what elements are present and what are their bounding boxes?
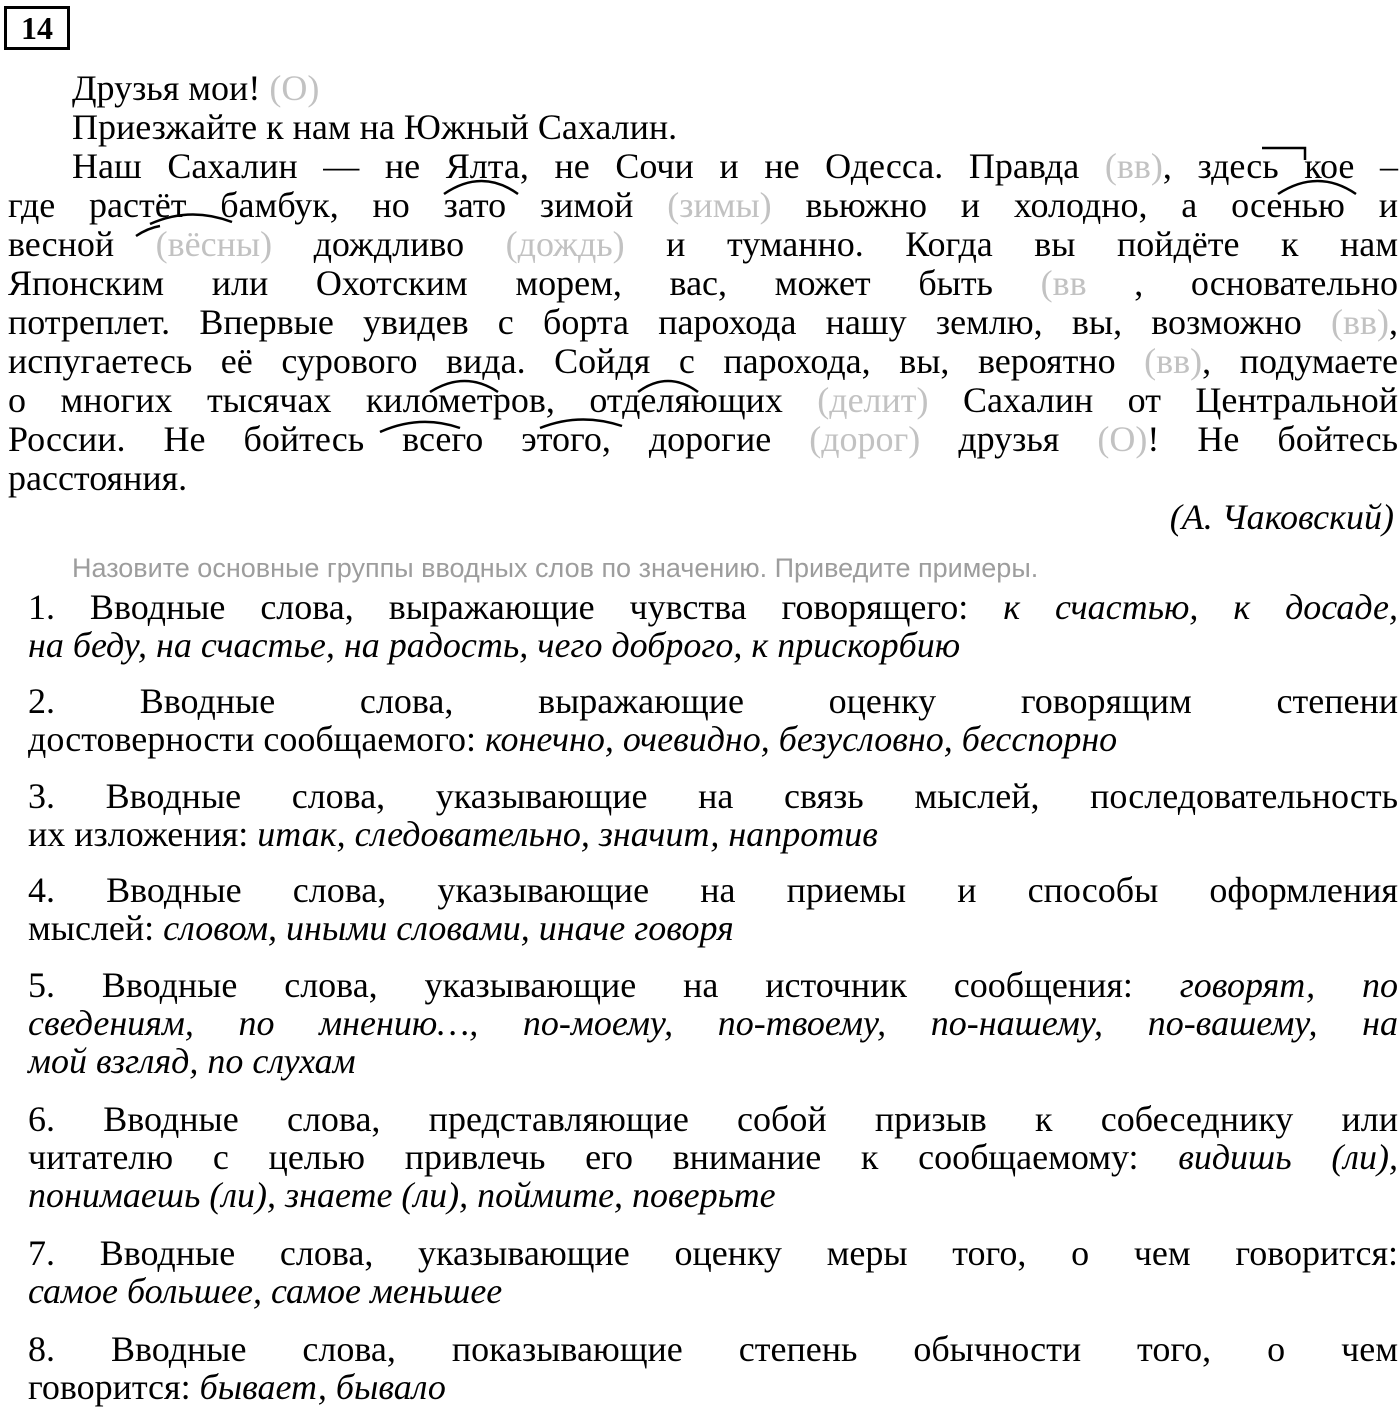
text-run: 7. Вводные слова, указывающие оценку меры того, о чем говорится:: [28, 1233, 1398, 1273]
text-run: 6. Вводные слова, представляющие собой призыв к собеседнику или: [28, 1099, 1398, 1139]
text-line: [28, 1329, 1398, 1369]
text-run: ! Не бойтесь: [1147, 419, 1398, 459]
grammar-note: (вв): [1144, 341, 1203, 381]
text-line: [28, 965, 1398, 1005]
grammar-note: (О): [1097, 419, 1148, 459]
text-line: [72, 107, 1398, 147]
example-words: бывает, бывало: [199, 1367, 446, 1407]
text-line: [28, 1137, 1398, 1177]
text-run: Японским или Охотским морем, вас, может быть: [8, 263, 1041, 303]
text-run: читателю с целью привлечь его внимание к сообщаемому:: [28, 1137, 1179, 1177]
example-words: итак, следовательно, значит, напротив: [257, 814, 878, 854]
text-line: [8, 458, 1398, 498]
example-words: самое большее, самое меньшее: [28, 1271, 503, 1311]
text-line: [8, 302, 1398, 342]
text-run: весной: [8, 224, 156, 264]
grammar-note: (зимы): [667, 185, 772, 225]
text-run: Друзья мои!: [72, 68, 270, 108]
text-run: 1. Вводные слова, выражающие чувства говорящего:: [28, 587, 1004, 627]
text-run: о многих тысячах километров, отделяющих: [8, 380, 818, 420]
text-run: расстояния.: [8, 458, 188, 498]
grammar-note: (вв): [1331, 302, 1389, 342]
text-line: [8, 224, 1398, 264]
text-line: [28, 1175, 1398, 1215]
text-line: [72, 146, 1398, 186]
text-line: [28, 870, 1398, 910]
text-run: испугаетесь её сурового вида. Сойдя с парохода, вы, вероятно: [8, 341, 1145, 381]
task-prompt: Назовите основные группы вводных слов по значению. Приведите примеры.: [72, 553, 1039, 583]
example-words: на беду, на счастье, на радость, чего доброго, к прискорбию: [28, 625, 961, 665]
text-run: говорится:: [28, 1367, 200, 1407]
text-run: ,: [1389, 302, 1398, 342]
example-words: мой взгляд, по слухам: [28, 1041, 356, 1081]
text-run: , подумаете: [1202, 341, 1398, 381]
author-attribution: (А. Чаковский): [1169, 497, 1394, 537]
text-line: [28, 1271, 1398, 1311]
text-run: мыслей:: [28, 908, 164, 948]
text-line: [28, 1233, 1398, 1273]
text-run: 2. Вводные слова, выражающие оценку говорящим степени: [28, 681, 1398, 721]
text-run: где растёт бамбук, но зато зимой: [8, 185, 668, 225]
example-words: конечно, очевидно, безусловно, бесспорно: [484, 719, 1118, 759]
text-line: [28, 908, 1398, 948]
grammar-note: (О): [269, 68, 320, 108]
text-run: Сахалин от Центральной: [928, 380, 1398, 420]
grammar-note: (вв: [1040, 263, 1087, 303]
text-line: [28, 814, 1398, 854]
example-words: говорят, по: [1179, 965, 1398, 1005]
text-run: достоверности сообщаемого:: [28, 719, 485, 759]
example-words: видишь (ли),: [1178, 1137, 1398, 1177]
text-run: 5. Вводные слова, указывающие на источник сообщения:: [28, 965, 1180, 1005]
text-line: [28, 719, 1398, 759]
text-line: [72, 68, 1398, 108]
text-line: [8, 185, 1398, 225]
grammar-note: (дорог): [809, 419, 921, 459]
text-line: [28, 681, 1398, 721]
example-words: понимаешь (ли), знаете (ли), поймите, поверьте: [28, 1175, 776, 1215]
exercise-number: 14: [4, 6, 70, 50]
text-run: 3. Вводные слова, указывающие на связь мыслей, последовательность: [28, 776, 1398, 816]
text-run: друзья: [920, 419, 1098, 459]
text-run: 4. Вводные слова, указывающие на приемы и способы оформления: [28, 870, 1398, 910]
text-line: [28, 1099, 1398, 1139]
example-words: сведениям, по мнению…, по-моему, по-твоему, по-нашему, по-вашему, на: [28, 1003, 1398, 1043]
text-run: , здесь кое –: [1162, 146, 1398, 186]
text-run: Наш Сахалин — не Ялта, не Сочи и не Одесса. Правда: [72, 146, 1105, 186]
text-run: вьюжно и холодно, а осенью и: [771, 185, 1398, 225]
text-run: и туманно. Когда вы пойдёте к нам: [624, 224, 1398, 264]
text-line: [28, 776, 1398, 816]
text-line: [8, 419, 1398, 459]
text-line: [28, 625, 1398, 665]
text-line: [8, 341, 1398, 381]
text-line: [28, 1367, 1398, 1407]
example-words: словом, иными словами, иначе говоря: [163, 908, 734, 948]
text-line: [28, 587, 1398, 627]
text-run: России. Не бойтесь всего этого, дорогие: [8, 419, 810, 459]
text-line: [8, 380, 1398, 420]
grammar-note: (делит): [817, 380, 929, 420]
text-run: 8. Вводные слова, показывающие степень обычности того, о чем: [28, 1329, 1398, 1369]
text-run: дождливо: [272, 224, 506, 264]
text-line: [28, 1041, 1398, 1081]
grammar-note: (дождь): [505, 224, 625, 264]
text-line: [28, 1003, 1398, 1043]
grammar-note: (вв): [1104, 146, 1163, 186]
text-line: [8, 263, 1398, 303]
grammar-note: (вёсны): [155, 224, 273, 264]
text-run: , основательно: [1086, 263, 1398, 303]
text-run: потреплет. Впервые увидев с борта парохода нашу землю, вы, возможно: [8, 302, 1332, 342]
text-run: Приезжайте к нам на Южный Сахалин.: [72, 107, 678, 147]
text-run: их изложения:: [28, 814, 258, 854]
example-words: к счастью, к досаде,: [1003, 587, 1398, 627]
